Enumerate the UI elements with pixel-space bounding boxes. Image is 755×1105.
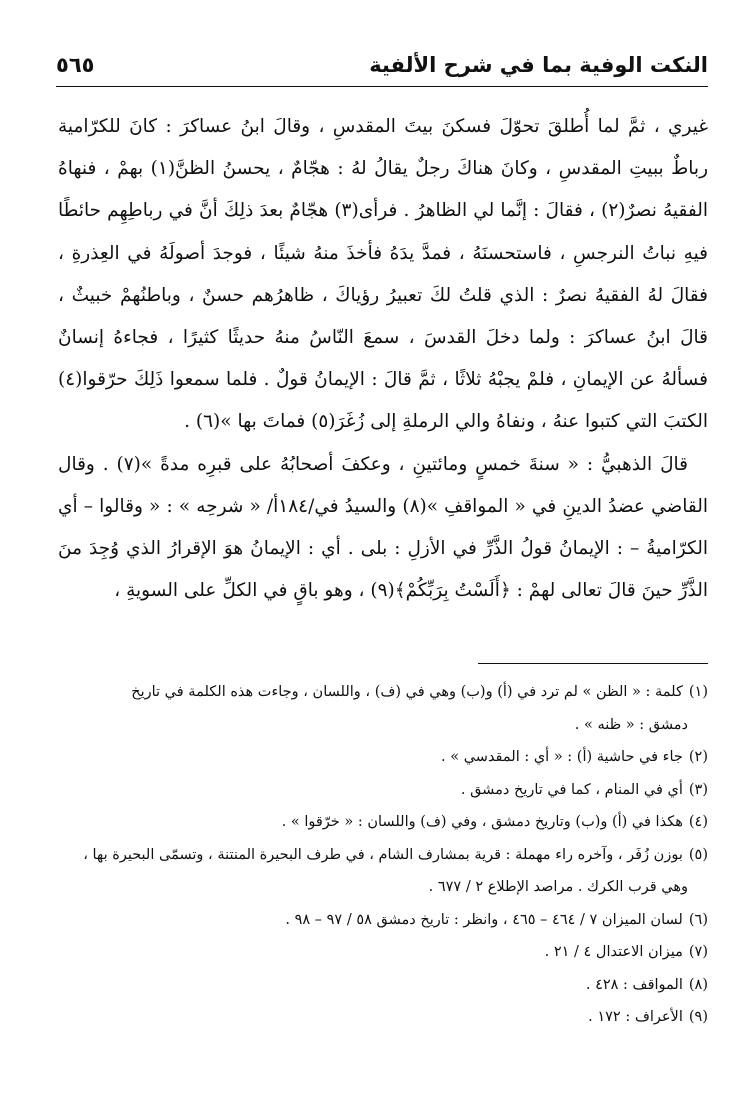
footnote-separator xyxy=(478,663,708,664)
footnote-text: هكذا في (أ) و(ب) وتاريخ دمشق ، وفي (ف) واللسان : « خرّقوا » . xyxy=(281,814,683,830)
paragraph: غيري ، ثمَّ لما أُطلقَ تحوّلَ فسكنَ بيتَ المقدسِ ، وقالَ ابنُ عساكرَ : كانَ للكرّامية رباطٌ ببيتِ المقدسِ ، وكانَ هناكَ رجلٌ يقالُ لهُ : هجّامٌ ، يحسنُ الظنَّ(١) بهمْ ، فنهاهُ الفقيهُ نصرٌ(٢) ، فقالَ : إنَّما لي الظاهرُ . فرأى(٣) هجّامٌ بعدَ ذلِكَ أنَّ في رباطِهِم حائطًا فيهِ نباتُ النرجسِ ، فاستحسنَهُ ، فمدَّ يدَهُ فأخذَ منهُ شيئًا ، فوجدَ أصولَهُ في العِذرةِ ، فقالَ لهُ الفقيهُ نصرٌ : الذي قلتُ لكَ تعبيرُ رؤياكَ ، ظاهرُهم حسنٌ ، وباطنُهمْ خبيثٌ ، قالَ ابنُ عساكرَ : ولما دخلَ القدسَ ، سمعَ النّاسُ منهُ حديثًا كثيرًا ، فجاءهُ إنسانٌ فسألهُ عن الإيمانِ ، فلمْ يجبْهُ ثلاثًا ، ثمَّ قالَ : الإيمانُ قولٌ . فلما سمعوا ذَلِكَ حرّقوا(٤) الكتبَ التي كتبوا عنهُ ، ونفاهُ والي الرملةِ إلى زُغَرَ(٥) فماتَ بها »(٦) . xyxy=(58,116,709,433)
main-text xyxy=(58,106,708,612)
footnote xyxy=(58,741,708,774)
footnote-text: بوزن زُفَر ، وآخره راء مهملة : قرية بمشارف الشام ، في طرف البحيرة المنتنة ، وتسمّى البحيرة بها ، xyxy=(83,846,683,863)
footnote xyxy=(58,904,708,937)
footnote-text: المواقف : ٤٢٨ . xyxy=(585,976,683,993)
footnote-number: (٣) xyxy=(688,781,708,798)
footnote xyxy=(58,839,708,872)
footnote xyxy=(58,676,708,709)
paragraph: قالَ الذهبيُّ : « سنةَ خمسٍ ومائتينِ ، وعكفَ أصحابُهُ على قبرِه مدةً »(٧) . وقال القاضي عضدُ الدينِ في « المواقفِ »(٨) والسيدُ في/١٨٤أ/ « شرحِه » : « وقالوا – أي الكرّاميةُ – : الإيمانُ قولُ الذَّرِّ في الأزلِ : بلى . أي : الإيمانُ هوَ الإقرارُ الذي وُجِدَ منَ الذَّرِّ حينَ قالَ تعالى لهمْ : ﴿أَلَسْتُ بِرَبِّكُمْ﴾(٩) ، وهو باقٍ في الكلِّ على السويةِ ، xyxy=(58,453,708,602)
footnote-continuation: وهي قرب الكرك . مراصد الإطلاع ٢ / ٦٧٧ . xyxy=(428,879,688,895)
footnote-number: (٦) xyxy=(688,911,708,928)
footnote-number: (١) xyxy=(688,684,708,700)
footnote xyxy=(58,774,708,807)
footnote-text: كلمة : « الظن » لم ترد في (أ) و(ب) وهي في (ف) ، واللسان ، وجاءت هذه الكلمة في تاريخ xyxy=(131,684,683,700)
footnote xyxy=(58,969,708,1002)
footnote-number: (٩) xyxy=(688,1009,708,1025)
footnote-text: جاء في حاشية (أ) : « أي : المقدسي » . xyxy=(441,749,683,765)
footnote-number: (٧) xyxy=(688,944,708,960)
footnote-text: ميزان الاعتدال ٤ / ٢١ . xyxy=(544,944,683,960)
footnote-text: لسان الميزان ٧ / ٤٦٤ – ٤٦٥ ، وانظر : تاريخ دمشق ٥٨ / ٩٧ – ٩٨ . xyxy=(285,911,683,928)
page-header xyxy=(56,44,708,87)
footnote xyxy=(58,936,708,969)
footnote xyxy=(58,1001,708,1034)
footnote-number: (٥) xyxy=(688,846,708,863)
footnote-text: الأعراف : ١٧٢ . xyxy=(588,1009,683,1025)
footnote-number: (٨) xyxy=(688,976,708,993)
footnotes xyxy=(58,676,708,1034)
page-number: ٥٦٥ xyxy=(56,53,95,77)
footnote-number: (٢) xyxy=(688,749,708,765)
footnote-continuation: دمشق : « ظنه » . xyxy=(574,716,688,733)
footnote-number: (٤) xyxy=(688,814,708,830)
footnote-text: أي في المنام ، كما في تاريخ دمشق . xyxy=(460,781,683,798)
running-title: النكت الوفية بما في شرح الألفية xyxy=(369,53,708,77)
footnote xyxy=(58,806,708,839)
